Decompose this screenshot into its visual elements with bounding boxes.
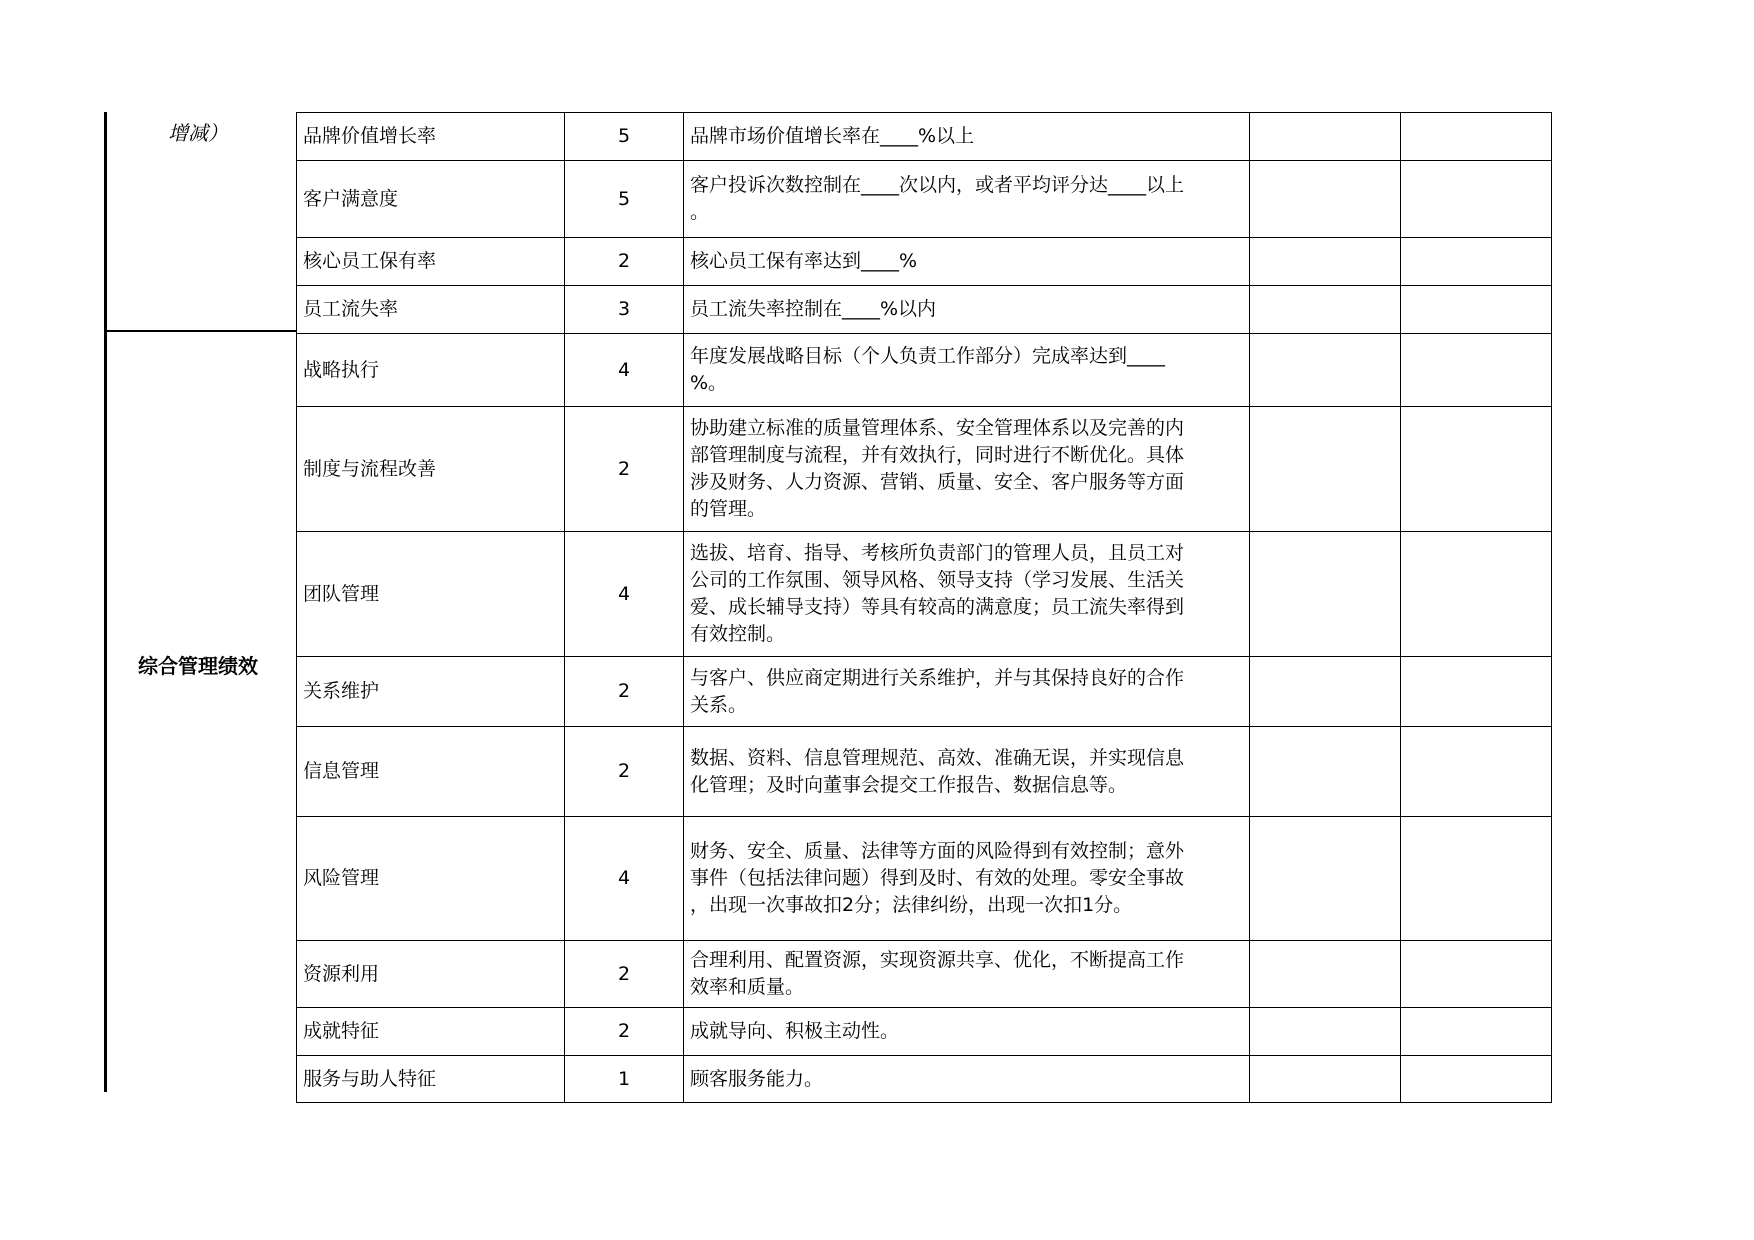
evaluation-cell — [1250, 286, 1401, 334]
remark-cell — [1401, 113, 1552, 161]
evaluation-cell — [1250, 407, 1401, 532]
description-text: 员工流失率控制在____%以内 — [690, 298, 937, 320]
description-text: 与客户、供应商定期进行关系维护，并与其保持良好的合作 关系。 — [690, 666, 1185, 716]
item-cell: 品牌价值增长率 — [297, 113, 565, 161]
evaluation-cell — [1250, 1008, 1401, 1056]
remark-cell — [1401, 238, 1552, 286]
item-cell: 服务与助人特征 — [297, 1056, 565, 1103]
evaluation-cell — [1250, 334, 1401, 407]
remark-cell — [1401, 334, 1552, 407]
description-cell — [684, 1008, 1250, 1056]
table-row — [297, 817, 1552, 941]
description-cell — [684, 286, 1250, 334]
description-cell — [684, 113, 1250, 161]
description-text: 年度发展战略目标（个人负责工作部分）完成率达到____ %。 — [690, 345, 1166, 394]
table-row — [297, 407, 1552, 532]
remark-cell — [1401, 1008, 1552, 1056]
table-row — [297, 532, 1552, 657]
evaluation-cell — [1250, 532, 1401, 657]
category-comprehensive: 综合管理绩效 — [138, 654, 258, 678]
item-cell: 核心员工保有率 — [297, 238, 565, 286]
remark-cell — [1401, 817, 1552, 941]
description-cell — [684, 657, 1250, 727]
score-cell: 2 — [565, 941, 684, 1008]
score-cell: 4 — [565, 817, 684, 941]
description-cell — [684, 238, 1250, 286]
left-border — [104, 112, 107, 1092]
description-text: 顾客服务能力。 — [690, 1067, 824, 1090]
description-cell — [684, 727, 1250, 817]
item-cell: 战略执行 — [297, 334, 565, 407]
score-cell: 2 — [565, 1008, 684, 1056]
table-row — [297, 113, 1552, 161]
table-row — [297, 657, 1552, 727]
score-cell: 4 — [565, 334, 684, 407]
description-text: 数据、资料、信息管理规范、高效、准确无误，并实现信息 化管理；及时向董事会提交工作报告、数据信息等。 — [690, 746, 1185, 796]
description-cell — [684, 532, 1250, 657]
score-cell: 2 — [565, 657, 684, 727]
description-text: 合理利用、配置资源，实现资源共享、优化，不断提高工作 效率和质量。 — [690, 949, 1185, 998]
item-cell: 成就特征 — [297, 1008, 565, 1056]
table-row — [297, 286, 1552, 334]
description-cell — [684, 1056, 1250, 1103]
evaluation-cell — [1250, 817, 1401, 941]
description-cell — [684, 817, 1250, 941]
remark-cell — [1401, 286, 1552, 334]
category-separator — [106, 330, 296, 332]
remark-cell — [1401, 1056, 1552, 1103]
table-row — [297, 334, 1552, 407]
description-text: 客户投诉次数控制在____次以内，或者平均评分达____以上 。 — [690, 174, 1185, 223]
item-cell: 制度与流程改善 — [297, 407, 565, 532]
table-row — [297, 238, 1552, 286]
table-row — [297, 161, 1552, 238]
score-cell: 5 — [565, 161, 684, 238]
evaluation-cell — [1250, 941, 1401, 1008]
remark-cell — [1401, 727, 1552, 817]
score-cell: 2 — [565, 727, 684, 817]
remark-cell — [1401, 532, 1552, 657]
score-cell: 2 — [565, 238, 684, 286]
description-text: 品牌市场价值增长率在____%以上 — [690, 125, 975, 147]
item-cell: 关系维护 — [297, 657, 565, 727]
score-cell: 5 — [565, 113, 684, 161]
description-cell — [684, 407, 1250, 532]
remark-cell — [1401, 161, 1552, 238]
description-text: 选拔、培育、指导、考核所负责部门的管理人员，且员工对 公司的工作氛围、领导风格、领导支持（学习发展、生活关 爱、成长辅导支持）等具有较高的满意度；员工流失率得到 有效控制。 — [690, 542, 1185, 645]
evaluation-cell — [1250, 1056, 1401, 1103]
score-cell: 2 — [565, 407, 684, 532]
table-row — [297, 941, 1552, 1008]
table-row — [297, 1008, 1552, 1056]
item-cell: 团队管理 — [297, 532, 565, 657]
description-cell — [684, 941, 1250, 1008]
remark-cell — [1401, 657, 1552, 727]
item-cell: 风险管理 — [297, 817, 565, 941]
score-cell: 3 — [565, 286, 684, 334]
item-cell: 员工流失率 — [297, 286, 565, 334]
assessment-table — [296, 112, 1552, 1103]
description-text: 协助建立标准的质量管理体系、安全管理体系以及完善的内 部管理制度与流程，并有效执行，同时进行不断优化。具体 涉及财务、人力资源、营销、质量、安全、客户服务等方面 的管理。 — [690, 417, 1185, 520]
evaluation-cell — [1250, 657, 1401, 727]
score-cell: 1 — [565, 1056, 684, 1103]
evaluation-cell — [1250, 727, 1401, 817]
item-cell: 客户满意度 — [297, 161, 565, 238]
description-text: 成就导向、积极主动性。 — [690, 1020, 900, 1042]
description-cell — [684, 161, 1250, 238]
score-cell: 4 — [565, 532, 684, 657]
evaluation-cell — [1250, 238, 1401, 286]
description-text: 财务、安全、质量、法律等方面的风险得到有效控制；意外 事件（包括法律问题）得到及时、有效的处理。零安全事故 ，出现一次事故扣2分；法律纠纷，出现一次扣1分。 — [690, 840, 1185, 916]
evaluation-cell — [1250, 161, 1401, 238]
category-previous-tail: 增减） — [168, 121, 228, 145]
item-cell: 资源利用 — [297, 941, 565, 1008]
remark-cell — [1401, 407, 1552, 532]
description-text: 核心员工保有率达到____% — [690, 250, 918, 272]
description-cell — [684, 334, 1250, 407]
item-cell: 信息管理 — [297, 727, 565, 817]
table-row — [297, 727, 1552, 817]
remark-cell — [1401, 941, 1552, 1008]
evaluation-cell — [1250, 113, 1401, 161]
table-row — [297, 1056, 1552, 1103]
